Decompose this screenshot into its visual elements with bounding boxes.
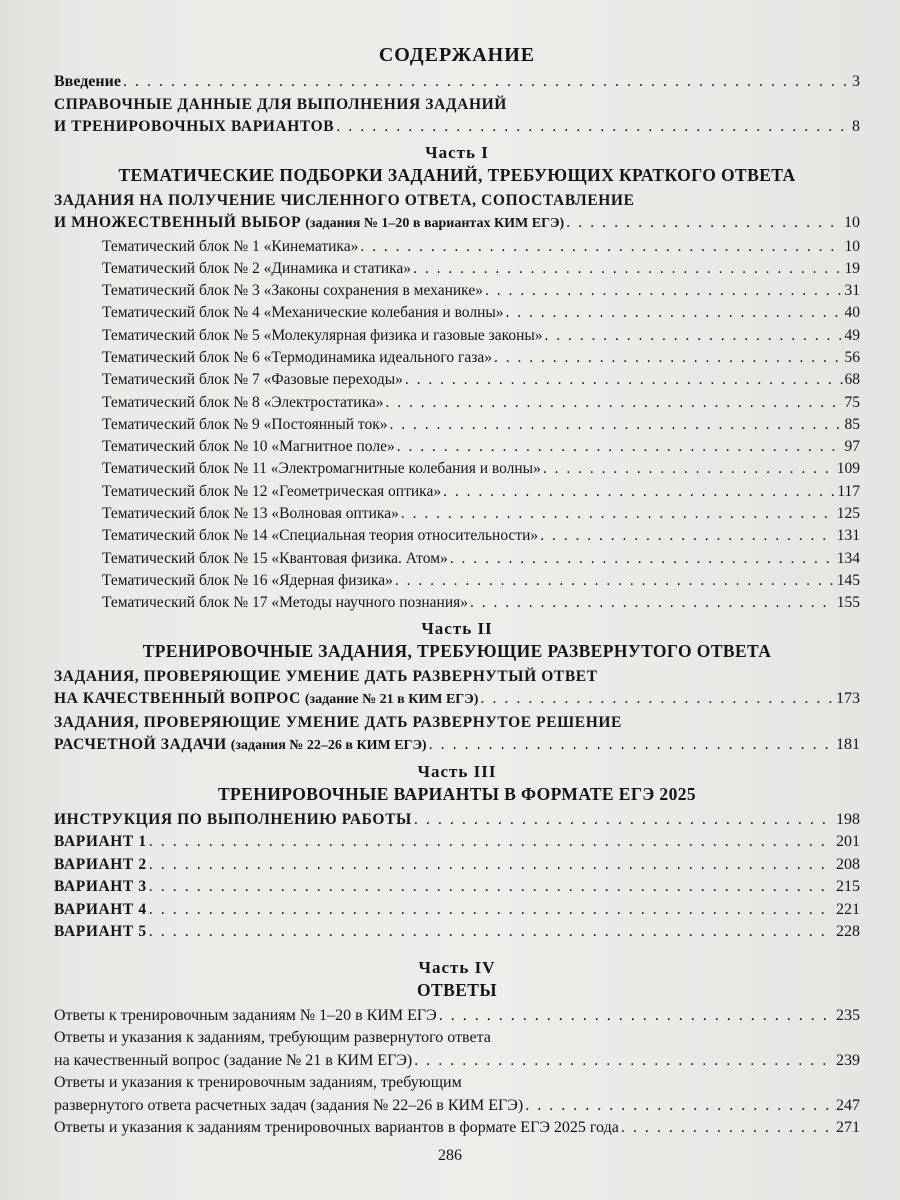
dot-leader [413,258,842,280]
toc-entry-label: Тематический блок № 1 «Кинематика» [102,237,359,255]
toc-entry-label: Тематический блок № 6 «Термодинамика идеального газа» [102,348,492,366]
toc-entry-note: (задания № 1–20 в вариантах КИМ ЕГЭ) [305,216,565,231]
part-4-label: Часть IV [418,957,496,977]
toc-entry-label: Введение [54,73,121,90]
dot-leader [336,116,850,139]
toc-entry[interactable] [54,236,860,258]
toc-entry[interactable] [54,458,860,480]
toc-entry-part2-item2[interactable] [54,712,860,758]
toc-entry-page: 125 [836,505,860,523]
dot-leader [450,548,835,570]
toc-entry[interactable] [54,809,860,832]
toc-entry-note: (задание № 21 в КИМ ЕГЭ) [304,692,479,708]
toc-entry-label: ВАРИАНТ 2 [54,855,147,873]
toc-entry-page: 239 [836,1051,860,1069]
part-2-label: Часть II [421,618,493,638]
toc-entry-page: 10 [844,237,860,255]
toc-entry-page: 271 [836,1119,860,1137]
part-3-heading: ТРЕНИРОВОЧНЫЕ ВАРИАНТЫ В ФОРМАТЕ ЕГЭ 2025 [217,783,697,804]
toc-entry-part1-section[interactable] [54,190,860,236]
page-number: 286 [438,1147,462,1164]
dot-leader [414,809,834,832]
part-1-heading: ТЕМАТИЧЕСКИЕ ПОДБОРКИ ЗАДАНИЙ, ТРЕБУЮЩИХ КРАТКОГО ОТВЕТА [118,164,796,185]
toc-entry-page: 49 [844,326,860,344]
toc-entry-label-line2: РАСЧЕТНОЙ ЗАДАЧИ [54,736,227,754]
dot-leader [494,347,843,369]
dot-leader [543,458,835,480]
toc-entry-page: 247 [836,1096,860,1114]
toc-entry[interactable] [54,592,860,614]
toc-entry-label: Тематический блок № 3 «Законы сохранения в механике» [102,282,483,300]
toc-entry-page: 56 [844,348,860,366]
dot-leader [405,369,843,391]
toc-entry[interactable] [54,392,860,414]
toc-entry[interactable] [54,921,860,944]
toc-entry[interactable] [54,503,860,525]
toc-entry-page: 68 [844,371,860,389]
toc-entry-page: 145 [836,571,860,589]
toc-entry-label: Тематический блок № 13 «Волновая оптика» [102,505,399,523]
part-4-heading: ОТВЕТЫ [417,979,497,1000]
dot-leader [485,280,843,302]
toc-entry-answers-1[interactable] [54,1005,860,1028]
dot-leader [525,1095,834,1118]
dot-leader [390,414,843,436]
part-1-label: Часть I [425,142,489,162]
toc-entry[interactable] [54,525,860,547]
thematic-blocks-list [54,236,860,615]
toc-entry-label-line1: ЗАДАНИЯ, ПРОВЕРЯЮЩИЕ УМЕНИЕ ДАТЬ РАЗВЕРНУТЫЙ ОТВЕТ [54,667,598,685]
toc-entry-label: Тематический блок № 4 «Механические колебания и волны» [102,304,504,322]
toc-entry-label-line1: Ответы и указания к заданиям, требующим развернутого ответа [54,1029,491,1047]
toc-entry-page: 221 [836,900,860,918]
dot-leader [566,212,842,235]
toc-entry[interactable] [54,302,860,324]
toc-entry-label-line1: Ответы и указания к тренировочным заданиям, требующим [54,1074,462,1092]
toc-entry-label: Ответы к тренировочным заданиям № 1–20 в КИМ ЕГЭ [54,1006,437,1024]
dot-leader [360,236,842,258]
toc-entry-label: ВАРИАНТ 1 [54,833,147,851]
toc-entry[interactable] [54,854,860,877]
dot-leader [395,570,835,592]
toc-entry-page: 97 [844,438,860,456]
toc-entry-answers-2[interactable] [54,1027,860,1072]
toc-entry-page: 201 [836,833,860,851]
page-title: СОДЕРЖАНИЕ [378,44,536,66]
dot-leader [149,831,834,854]
toc-entry-label-line2: И ТРЕНИРОВОЧНЫХ ВАРИАНТОВ [54,118,335,135]
toc-entry-label-line2: И МНОЖЕСТВЕННЫЙ ВЫБОР [54,214,302,231]
toc-entry-label: Тематический блок № 14 «Специальная теория относительности» [102,527,539,545]
toc-entry-label-line1: ЗАДАНИЯ НА ПОЛУЧЕНИЕ ЧИСЛЕННОГО ОТВЕТА, СОПОСТАВЛЕНИЕ [54,191,635,209]
toc-entry-page: 40 [844,304,860,322]
toc-entry-label: Тематический блок № 16 «Ядерная физика» [102,571,393,589]
toc-entry-page: 31 [844,282,860,300]
toc-entry-page: 3 [852,73,860,90]
toc-entry[interactable] [54,899,860,922]
toc-entry[interactable] [54,280,860,302]
dot-leader [545,325,843,347]
toc-entry[interactable] [54,436,860,458]
toc-entry-page: 173 [836,690,860,708]
toc-entry-label: Тематический блок № 5 «Молекулярная физика и газовые законы» [102,326,543,344]
toc-entry-page: 131 [836,527,860,545]
dot-leader [149,921,834,944]
toc-entry-page: 75 [844,393,860,411]
toc-entry[interactable] [54,548,860,570]
toc-entry-page: 134 [836,549,860,567]
toc-entry-note: (задания № 22–26 в КИМ ЕГЭ) [230,738,427,754]
toc-entry-label: Тематический блок № 8 «Электростатика» [102,393,384,411]
toc-entry-label: Тематический блок № 17 «Методы научного познания» [102,594,469,612]
dot-leader [123,71,850,94]
toc-entry[interactable] [54,481,860,503]
dot-leader [506,302,843,324]
toc-entry[interactable] [54,325,860,347]
toc-entry[interactable] [54,831,860,854]
toc-entry-page: 8 [852,118,860,135]
toc-entry-reference[interactable] [54,94,860,139]
dot-leader [149,854,834,877]
toc-entry[interactable] [54,414,860,436]
toc-entry-label-line1: ЗАДАНИЯ, ПРОВЕРЯЮЩИЕ УМЕНИЕ ДАТЬ РАЗВЕРНУТОЕ РЕШЕНИЕ [54,713,622,731]
toc-entry-label: ИНСТРУКЦИЯ ПО ВЫПОЛНЕНИЮ РАБОТЫ [54,810,412,828]
toc-entry[interactable] [54,347,860,369]
dot-leader [443,481,835,503]
dot-leader [149,899,834,922]
toc-entry-label-line2: на качественный вопрос (задание № 21 в КИМ ЕГЭ) [54,1051,413,1069]
dot-leader [401,503,835,525]
toc-entry-page: 10 [844,214,860,231]
dot-leader [470,592,835,614]
toc-entry-label: Тематический блок № 15 «Квантовая физика. Атом» [102,549,448,567]
toc-entry-answers-3[interactable] [54,1072,860,1117]
part-2-heading: ТРЕНИРОВОЧНЫЕ ЗАДАНИЯ, ТРЕБУЮЩИЕ РАЗВЕРНУТОГО ОТВЕТА [142,640,772,661]
dot-leader [540,525,835,547]
dot-leader [480,688,834,711]
toc-entry-label: ВАРИАНТ 5 [54,923,147,941]
toc-entry-label: Тематический блок № 7 «Фазовые переходы» [102,371,403,389]
toc-entry-label: Тематический блок № 12 «Геометрическая оптика» [102,482,442,500]
toc-entry-label: Тематический блок № 2 «Динамика и статика» [102,259,412,277]
toc-entry[interactable] [54,258,860,280]
toc-entry-page: 181 [836,736,860,754]
toc-entry-label-line1: СПРАВОЧНЫЕ ДАННЫЕ ДЛЯ ВЫПОЛНЕНИЯ ЗАДАНИЙ [54,95,507,113]
toc-entry[interactable] [54,876,860,899]
toc-entry-label: Тематический блок № 11 «Электромагнитные колебания и волны» [102,460,541,478]
toc-entry[interactable] [54,369,860,391]
part-3-label: Часть III [417,761,497,781]
toc-entry-page: 19 [844,259,860,277]
toc-entry-page: 215 [836,878,860,896]
toc-entry-label: Ответы и указания к заданиям тренировочных вариантов в формате ЕГЭ 2025 года [54,1119,619,1137]
toc-entry-page: 155 [836,594,860,612]
toc-entry-label: Тематический блок № 10 «Магнитное поле» [102,438,395,456]
dot-leader [621,1117,834,1140]
dot-leader [149,876,834,899]
dot-leader [439,1005,834,1028]
toc-entry-label: ВАРИАНТ 3 [54,878,147,896]
toc-entry-page: 228 [836,923,860,941]
toc-entry-page: 208 [836,855,860,873]
toc-entry-page: 85 [844,415,860,433]
toc-entry-intro[interactable] [54,71,860,94]
toc-entry-page: 198 [836,810,860,828]
dot-leader [414,1050,834,1073]
toc-entry-answers-4[interactable] [54,1117,860,1140]
dot-leader [429,734,834,757]
toc-entry-label-line2: развернутого ответа расчетных задач (задания № 22–26 в КИМ ЕГЭ) [54,1096,524,1114]
toc-entry-page: 235 [836,1006,860,1024]
toc-entry-page: 117 [837,482,860,500]
toc-entry-page: 109 [836,460,860,478]
variants-list [54,809,860,944]
toc-entry-label: ВАРИАНТ 4 [54,900,147,918]
toc-entry[interactable] [54,570,860,592]
toc-entry-label-line2: НА КАЧЕСТВЕННЫЙ ВОПРОС [54,690,301,708]
toc-entry-part2-item1[interactable] [54,666,860,712]
toc-entry-label: Тематический блок № 9 «Постоянный ток» [102,415,388,433]
dot-leader [397,436,843,458]
dot-leader [386,392,843,414]
